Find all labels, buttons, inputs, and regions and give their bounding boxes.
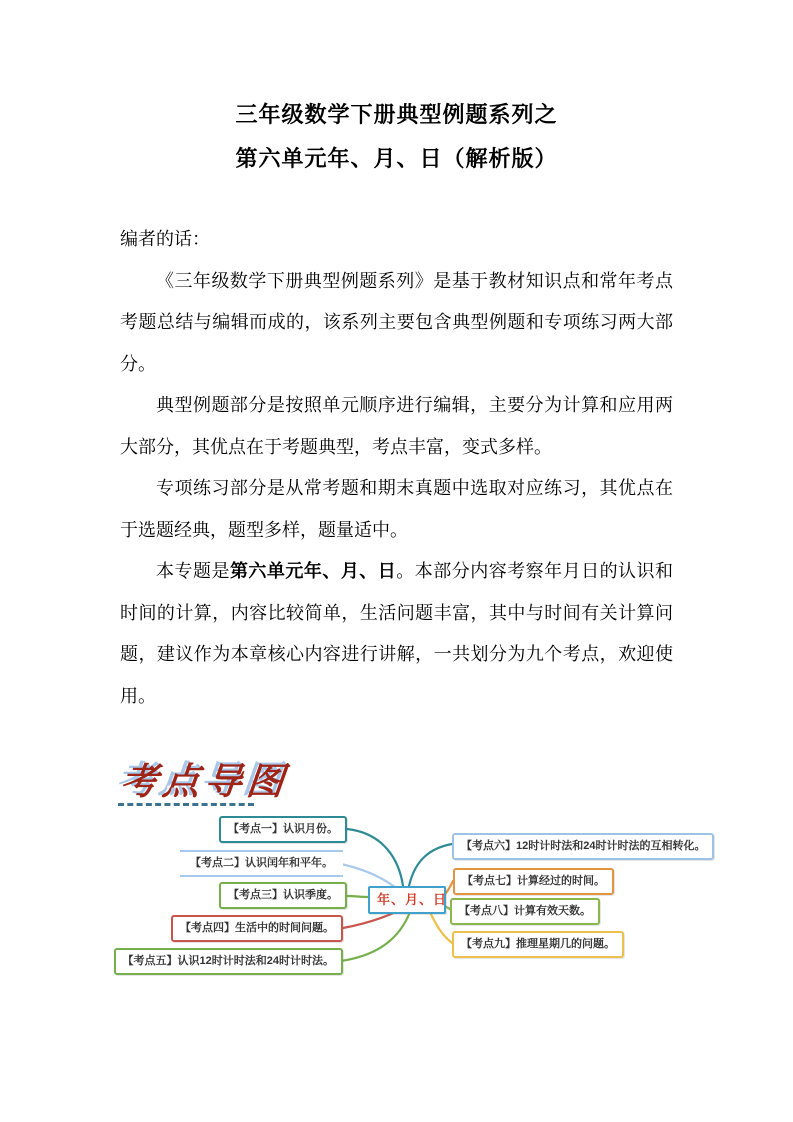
intro-section xyxy=(120,219,673,717)
intro-paragraph-2: 典型例题部分是按照单元顺序进行编辑，主要分为计算和应用两大部分，其优点在于考题典型，考点丰富，变式多样。 xyxy=(120,395,673,457)
mindmap-section xyxy=(0,745,793,995)
mindmap-node-9: 【考点九】推理星期几的问题。 xyxy=(452,931,624,958)
mindmap-node-4: 【考点四】生活中的时间问题。 xyxy=(171,915,343,942)
intro-heading: 编者的话： xyxy=(120,229,210,249)
paragraph4-rest: 。本部分内容考察年月日的认识和时间的计算，内容比较简单，生活问题丰富，其中与时间有关计算问题，建议作为本章核心内容进行讲解，一共划分为九个考点，欢迎使用。 xyxy=(120,561,674,706)
paragraph4-bold-topic: 第六单元年、月、日 xyxy=(229,561,397,581)
edge-to-node-3 xyxy=(347,896,368,897)
intro-paragraph-1: 《三年级数学下册典型例题系列》是基于教材知识点和常年考点考题总结与编辑而成的，该系列主要包含典型例题和专项练习两大部分。 xyxy=(120,270,673,374)
title-line-1: 三年级数学下册典型例题系列之 xyxy=(235,102,558,127)
mindmap-node-1: 【考点一】认识月份。 xyxy=(219,816,347,843)
edge-to-node-6 xyxy=(409,844,452,886)
paragraph4-prefix: 本专题是 xyxy=(156,561,230,581)
mindmap-section-title: 考点导图 xyxy=(118,759,291,803)
edge-to-node-9 xyxy=(430,912,452,943)
intro-paragraph-4 xyxy=(120,551,673,717)
edge-to-node-2 xyxy=(341,864,396,888)
mindmap-node-3: 【考点三】认识季度。 xyxy=(219,882,347,909)
edge-to-node-1 xyxy=(347,829,403,886)
mindmap-node-8: 【考点八】计算有效天数。 xyxy=(450,898,600,925)
mindmap-node-2: 【考点二】认识闰年和平年。 xyxy=(180,850,343,877)
mindmap-center-node: 年、月、日 xyxy=(368,886,446,914)
intro-paragraph-3: 专项练习部分是从常考题和期末真题中选取对应练习，其优点在于选题经典，题型多样，题量适中。 xyxy=(120,478,673,540)
document-title xyxy=(0,93,793,181)
mindmap-node-5: 【考点五】认识12时计时法和24时计时法。 xyxy=(114,948,343,975)
title-line-2: 第六单元年、月、日（解析版） xyxy=(235,146,558,171)
mindmap-node-7: 【考点七】计算经过的时间。 xyxy=(453,868,614,895)
mindmap-node-6: 【考点六】12时计时法和24时计时法的互相转化。 xyxy=(452,833,714,860)
